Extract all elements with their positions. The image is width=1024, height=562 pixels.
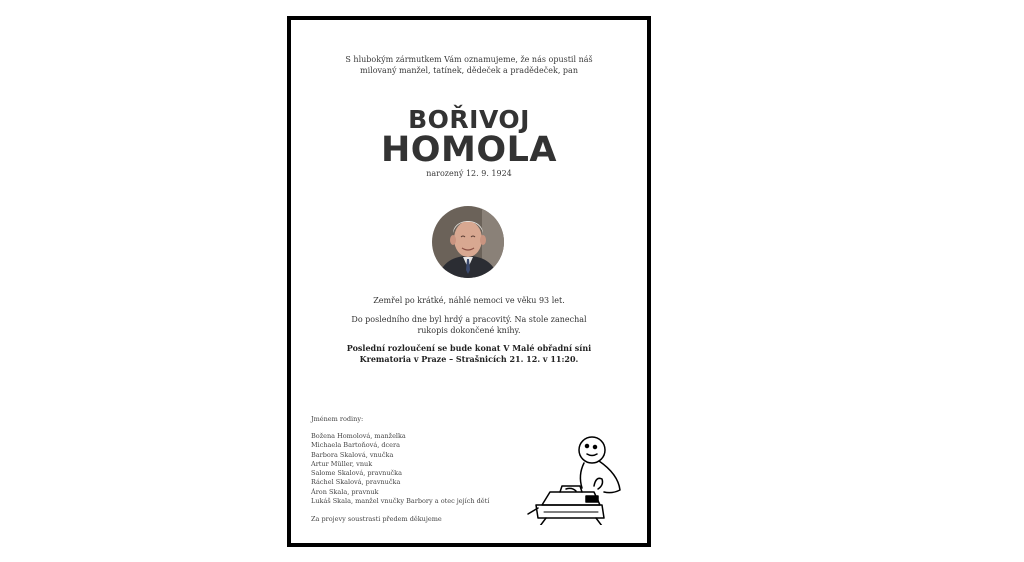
first-name: BOŘIVOJ [408,105,530,134]
family-member: Salome Skalová, pravnučka [311,469,402,478]
work-text: Do posledního dne byl hrdý a pracovitý. Na stole zanechal rukopis dokončené knihy. [351,315,587,335]
obituary-card [287,16,651,547]
family-member: Áron Skala, pravnuk [311,487,379,496]
family-list [311,432,489,506]
typewriter-sketch-icon [524,430,624,525]
birth-date: narozený 12. 9. 1924 [426,169,512,178]
family-heading: Jménem rodiny: [311,415,364,423]
family-member: Michaela Bartoňová, dcera [311,441,400,450]
family-member: Ráchel Skalová, pravnučka [311,478,401,487]
family-member: Lukáš Skala, manžel vnučky Barbory a otec jejích dětí [311,497,490,506]
intro-line-2: milovaný manžel, tatínek, dědeček a pradědeček, pan [360,66,578,75]
last-name: HOMOLA [380,130,558,170]
family-member: Artur Müller, vnuk [311,459,373,468]
portrait-photo [432,206,504,278]
thanks-text: Za projevy soustrasti předem děkujeme [311,515,442,523]
portrait-illustration [432,206,504,278]
intro-line-1: S hlubokým zármutkem Vám oznamujeme, že nás opustil náš [345,55,593,64]
family-member: Božena Homolová, manželka [311,432,406,440]
family-member: Barbora Skalová, vnučka [311,450,394,459]
intro-text [291,54,647,76]
death-text: Zemřel po krátké, náhlé nemoci ve věku 93 let. [373,296,565,305]
ceremony-text: Poslední rozloučení se bude konat V Malé obřadní síni Krematoria v Praze – Strašnicích 21. 12. v 11:20. [346,343,592,364]
